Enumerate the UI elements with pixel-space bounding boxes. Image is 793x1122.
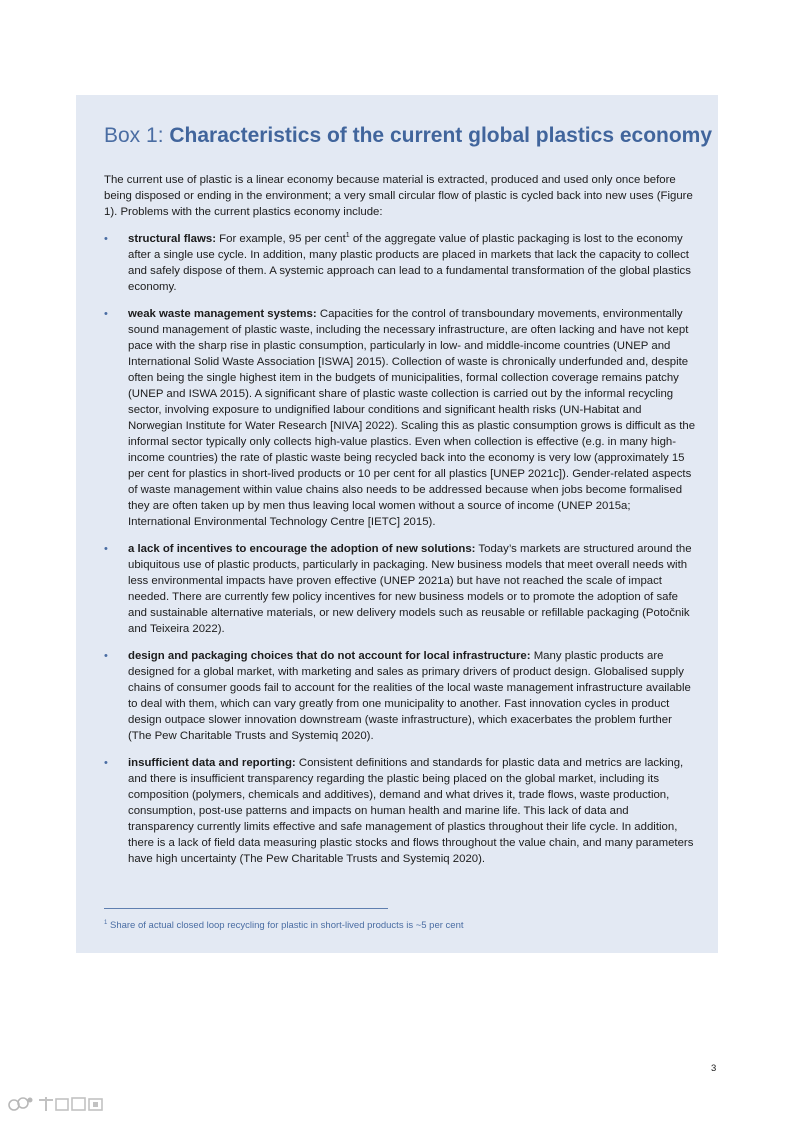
watermark — [8, 1096, 104, 1112]
page-number: 3 — [711, 1063, 717, 1074]
bullet-icon: • — [104, 543, 108, 555]
footnote-text: Share of actual closed loop recycling for plastic in short-lived products is ~5 per cent — [107, 920, 464, 931]
footnote-reference: 1 — [345, 232, 350, 240]
bullet-term: a lack of incentives to encourage the adoption of new solutions: — [128, 543, 476, 555]
box-title — [104, 123, 712, 149]
list-item — [104, 648, 696, 744]
bullet-text: Consistent definitions and standards for plastic data and metrics are lacking, and there is insufficient transparency regarding the plastic being placed on the global market, including its composition (polymers, chemicals and additives), demand and what drives it, trade flows, waste production, consumption, post-use patterns and impacts on human health and marine life. This lack of data and transparency currently limits effective and safe management of plastics throughout their life cycle. In addition, there is a lack of field data measuring plastic stocks and flows throughout the value chain, and many parameters have high uncertainty (The Pew Charitable Trusts and Systemiq 2020). — [128, 757, 694, 865]
intro-paragraph: The current use of plastic is a linear economy because material is extracted, produced and used only once before being disposed or ending in the environment; a very small circular flow of plastic is cycled back into new uses (Figure 1). Problems with the current plastics economy include: — [104, 174, 693, 218]
list-item — [104, 231, 696, 295]
bullet-text: Today’s markets are structured around the ubiquitous use of plastic products, particularly in packaging. New business models that meet overall needs with less environmental impacts have proven effective (UNEP 2021a) but have not reached the scale of impact needed. There are currently few policy incentives for new business models or to promote the adoption of safe and sustainable alternative materials, or new delivery models such as reusable or refillable packaging (Potočnik and Teixeira 2022). — [128, 543, 692, 635]
info-box — [76, 95, 718, 953]
list-item — [104, 306, 696, 530]
bullet-icon: • — [104, 650, 108, 662]
list-item — [104, 755, 696, 867]
bullet-term: design and packaging choices that do not account for local infrastructure: — [128, 650, 531, 662]
list-item — [104, 541, 696, 637]
problem-list — [104, 231, 696, 878]
bullet-term: structural flaws: — [128, 233, 216, 245]
bullet-term: insufficient data and reporting: — [128, 757, 296, 769]
bullet-icon: • — [104, 308, 108, 320]
footnote-divider — [104, 908, 388, 909]
footnote-mark: 1 — [104, 919, 108, 926]
bullet-term: weak waste management systems: — [128, 308, 317, 320]
footnote — [104, 919, 464, 932]
bullet-text: Many plastic products are designed for a global market, with marketing and sales as primary drivers of product design. Globalised supply chains of consumer goods fail to account for the realities of the local waste management infrastructure available to deal with them, which can vary greatly from one municipality to another. Fast innovation cycles in product design outpace slower innovation downstream (waste infrastructure), which exacerbates the problem further (The Pew Charitable Trusts and Systemiq 2020). — [128, 650, 691, 742]
watermark-text-logo — [38, 1096, 104, 1112]
bullet-text: For example, 95 per cent — [215, 233, 346, 245]
bullet-icon: • — [104, 233, 108, 245]
watermark-logo-icon — [8, 1096, 34, 1112]
bullet-text: Capacities for the control of transboundary movements, environmentally sound management of plastic waste, including the necessary infrastructure, are often lacking and have not kept pace with the sharp rise in plastic consumption, particularly in low- and middle-income countries (UNEP and International Solid Waste Association [ISWA] 2015). Collection of waste is chronically underfunded and, despite often being the single highest item in the budgets of municipalities, formal collection coverage remains patchy (UNEP and ISWA 2015). A significant share of plastic waste collection is carried out by the informal recycling sector, involving exposure to undignified labour conditions and significant health risks (UN-Habitat and Norwegian Institute for Water Research [NIVA] 2022). Scaling this as plastic consumption grows is difficult as the informal sector typically only collects high-value plastics. Even when collection is effective (e.g. in many high-income countries) the rate of plastic waste being recycled back into the economy is very low (approximately 15 per cent for plastics in short-lived products or 10 per cent for all plastics [UNEP 2021c]). Gender-related aspects of waste management within value chains also needs to be addressed because when jobs become formalised they are often taken up by men thus leaving local women without a source of income (UNEP 2015a; International Environmental Technology Centre [IETC] 2015). — [128, 308, 696, 528]
box-title-strong: Characteristics of the current global plastics economy — [169, 124, 713, 147]
bullet-text: of the aggregate value of plastic packaging is lost to the economy after a single use cycle. In addition, many plastic products are placed in markets that lack the capacity to collect and safely dispose of them. A systemic approach can lead to a fundamental transformation of the global plastics economy. — [128, 233, 691, 293]
bullet-icon: • — [104, 757, 108, 769]
box-title-prefix: Box 1: — [104, 124, 170, 147]
